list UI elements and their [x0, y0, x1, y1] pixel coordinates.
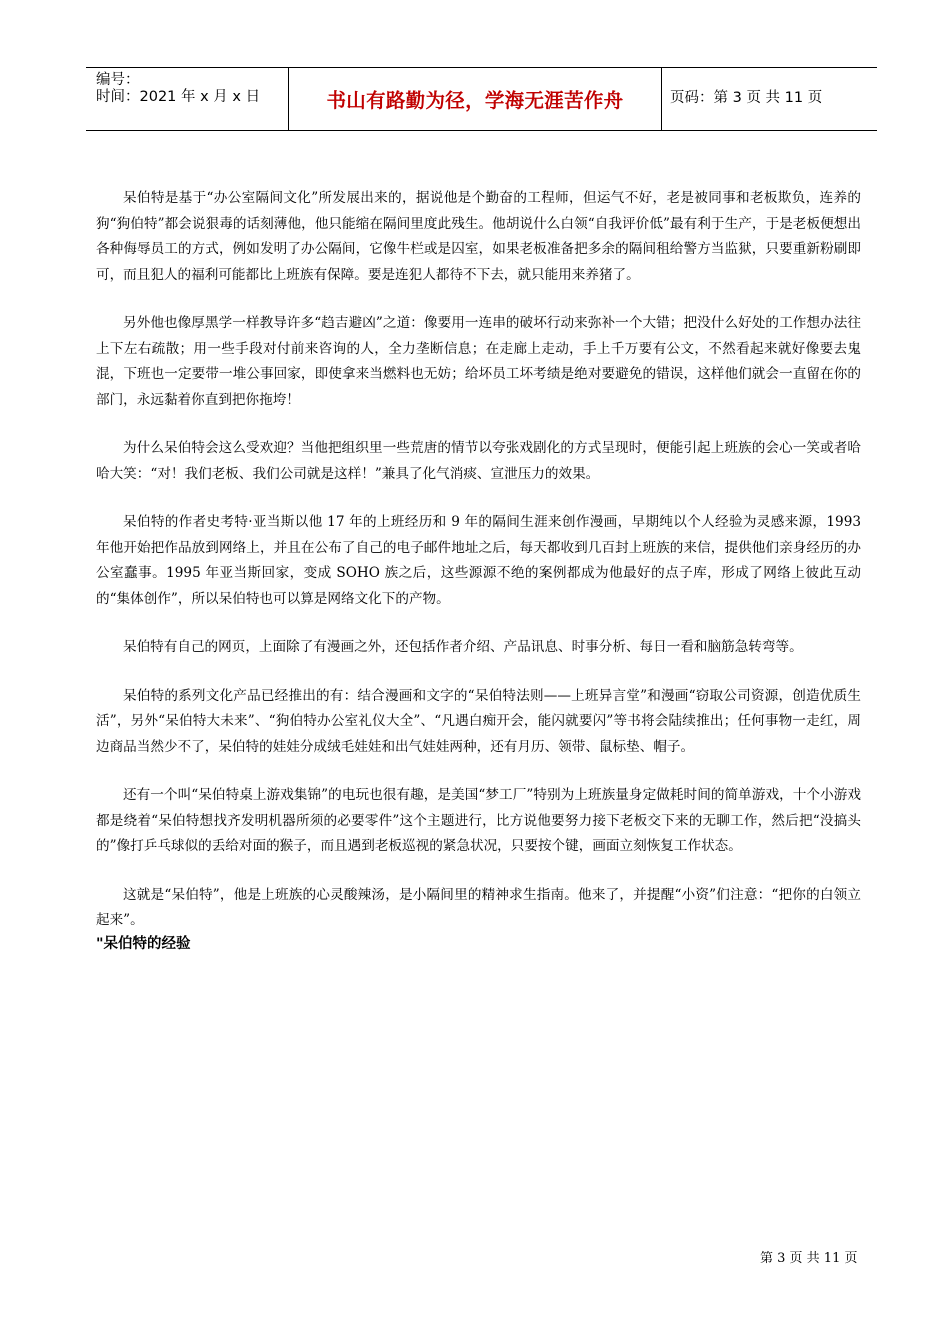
time-label: 时间：2021 年 x 月 x 日: [96, 89, 261, 105]
header-middle-cell: [289, 68, 662, 130]
header-page-number: 页码：第 3 页 共 11 页: [670, 90, 823, 106]
page-header: [86, 67, 877, 131]
paragraph: 还有一个叫“呆伯特桌上游戏集锦”的电玩也很有趣，是美国“梦工厂”特别为上班族量身定做耗时间的简单游戏，十个小游戏都是绕着“呆伯特想找齐发明机器所须的必要零件”这个主题进行，比方说他要努力接下老板交下来的无聊工作，然后把“没搞头的”像打乒乓球似的丢给对面的猴子，而且遇到老板巡视的紧急状况，只要按个键，画面立刻恢复工作状态。: [96, 787, 861, 854]
header-left-cell: [86, 68, 289, 130]
paragraph: 呆伯特有自己的网页，上面除了有漫画之外，还包括作者介绍、产品讯息、时事分析、每日一看和脑筋急转弯等。: [123, 639, 803, 655]
header-right-cell: [662, 68, 877, 130]
paragraph: 呆伯特的系列文化产品已经推出的有：结合漫画和文字的“呆伯特法则——上班异言堂”和漫画“窃取公司资源，创造优质生活”，另外“呆伯特大未来”、“狗伯特办公室礼仪大全”、“凡遇白痴开会，能闪就要闪”等书将会陆续推出；任何事物一走红，周边商品当然少不了，呆伯特的娃娃分成绒毛娃娃和出气娃娃两种，还有月历、领带、鼠标垫、帽子。: [96, 687, 861, 755]
section-title: "呆伯特的经验: [96, 935, 191, 952]
header-motto: 书山有路勤为径，学海无涯苦作舟: [326, 89, 624, 112]
paragraph: 这就是“呆伯特”，他是上班族的心灵酸辣汤，是小隔间里的精神求生指南。他来了，并提醒“小资”们注意：“把你的白领立起来”。: [96, 886, 861, 928]
paragraph: 另外他也像厚黑学一样教导许多“趋吉避凶”之道：像要用一连串的破坏行动来弥补一个大错；把没什么好处的工作想办法往上下左右疏散；用一些手段对付前来咨询的人，全力垄断信息；在走廊上走动，手上千万要有公文，不然看起来就好像要去鬼混，下班也一定要带一堆公事回家，即使拿来当燃料也无妨；给坏员工坏考绩是绝对要避免的错误，这样他们就会一直留在你的部门，永远黏着你直到把你拖垮！: [96, 315, 861, 408]
paragraph: 呆伯特是基于“办公室隔间文化”所发展出来的，据说他是个勤奋的工程师，但运气不好，老是被同事和老板欺负，连养的狗“狗伯特”都会说狠毒的话刻薄他，他只能缩在隔间里度此残生。他胡说什么白领“自我评价低”最有利于生产，于是老板便想出各种侮辱员工的方式，例如发明了办公隔间，它像牛栏或是囚室，如果老板准备把多余的隔间租给警方当监狱，只要重新粉刷即可，而且犯人的福利可能都比上班族有保障。要是连犯人都待不下去，就只能用来养猪了。: [96, 190, 861, 283]
document-body: [96, 186, 861, 954]
paragraph: 呆伯特的作者史考特·亚当斯以他 17 年的上班经历和 9 年的隔间生涯来创作漫画，早期纯以个人经验为灵感来源，1993 年他开始把作品放到网络上，并且在公布了自己的电子邮件地址之后，每天都收到几百封上班族的来信，提供他们亲身经历的办公室蠢事。1995 年亚当斯回家，变成 SOHO 族之后，这些源源不绝的案例都成为他最好的点子库，形成了网络上彼此互动的“集体创作”，所以呆伯特也可以算是网络文化下的产物。: [96, 514, 861, 607]
number-label: 编号：: [96, 72, 140, 88]
paragraph: 为什么呆伯特会这么受欢迎？当他把组织里一些荒唐的情节以夸张戏剧化的方式呈现时，便能引起上班族的会心一笑或者哈哈大笑：“对！我们老板、我们公司就是这样！”兼具了化气消痰、宣泄压力的效果。: [96, 440, 861, 482]
footer-page-number: 第 3 页 共 11 页: [760, 1251, 858, 1266]
